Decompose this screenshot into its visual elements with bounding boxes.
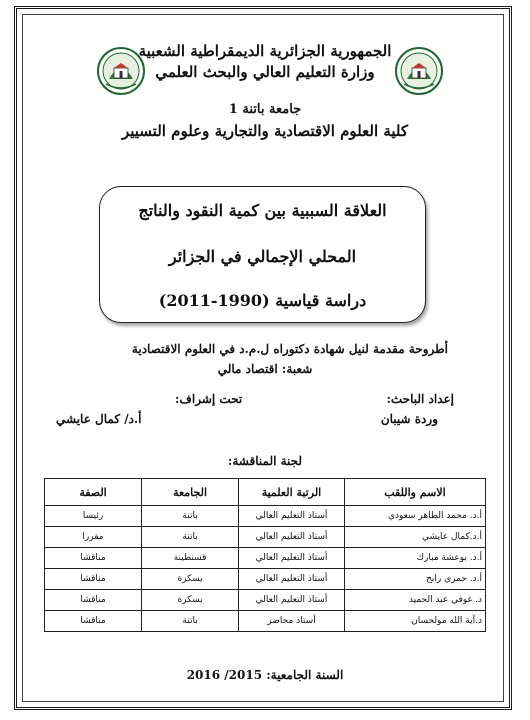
column-header-rank: الرتبة العلمية	[239, 479, 345, 506]
member-rank: أستاذ التعليم العالي	[239, 506, 345, 527]
committee-title: لجنة المناقشة:	[227, 454, 303, 468]
supervisor-name: أ.د/ كمال عايشي	[56, 412, 142, 426]
table-row	[45, 527, 486, 548]
member-role: مقررا	[45, 527, 142, 548]
member-rank: أستاذ التعليم العالي	[239, 590, 345, 611]
member-university: باتنة	[142, 527, 239, 548]
column-header-name: الاسم واللقب	[344, 479, 485, 506]
thesis-purpose: أطروحة مقدمة لنيل شهادة دكتوراه ل.م.د في العلوم الاقتصادية	[131, 342, 448, 356]
academic-year: السنة الجامعية: 2015/ 2016	[186, 668, 344, 682]
member-rank: أستاذ محاضر	[239, 611, 345, 632]
member-rank: أستاذ التعليم العالي	[239, 569, 345, 590]
thesis-title-box	[99, 186, 426, 323]
author-label: إعداد الباحث:	[386, 392, 454, 406]
table-row	[45, 569, 486, 590]
university-name: جامعة باتنة 1	[228, 102, 302, 117]
table-row	[45, 590, 486, 611]
member-university: باتنة	[142, 506, 239, 527]
column-header-university: الجامعة	[142, 479, 239, 506]
member-name: أ.د. حمري رابح	[344, 569, 485, 590]
member-rank: أستاذ التعليم العالي	[239, 527, 345, 548]
member-role: مناقشا	[45, 569, 142, 590]
table-row	[45, 611, 486, 632]
thesis-title-line-3: دراسة قياسية (1990-2011)	[158, 291, 367, 310]
faculty-name: كلية العلوم الاقتصادية والتجارية وعلوم التسيير	[121, 122, 409, 140]
supervisor-label: تحت إشراف:	[175, 392, 243, 406]
thesis-title-line-2: المحلي الإجمالي في الجزائر	[168, 247, 357, 266]
member-name: أ.د. بوعشة مبارك	[344, 548, 485, 569]
author-name: وردة شيبان	[380, 412, 438, 426]
member-university: باتنة	[142, 611, 239, 632]
member-rank: أستاذ التعليم العالي	[239, 548, 345, 569]
member-name: د.آية الله مولحسان	[344, 611, 485, 632]
member-name: د. غوفي عبد الحميد	[344, 590, 485, 611]
member-role: رئيسا	[45, 506, 142, 527]
member-university: بسكرة	[142, 590, 239, 611]
member-university: بسكرة	[142, 569, 239, 590]
member-name: أ.د.كمال عايشي	[344, 527, 485, 548]
committee-table	[44, 478, 486, 632]
column-header-role: الصفة	[45, 479, 142, 506]
member-role: مناقشا	[45, 611, 142, 632]
member-university: قسنطينة	[142, 548, 239, 569]
thesis-title-line-1: العلاقة السببية بين كمية النقود والناتج	[138, 201, 387, 220]
table-row	[45, 548, 486, 569]
member-name: أ.د. محمد الطاهر سعودي	[344, 506, 485, 527]
table-row	[45, 506, 486, 527]
ministry-name: وزارة التعليم العالي والبحث العلمي	[155, 63, 375, 81]
member-role: مناقشا	[45, 548, 142, 569]
member-role: مناقشا	[45, 590, 142, 611]
committee-header-row	[45, 479, 486, 506]
thesis-branch: شعبة: اقتصاد مالي	[217, 362, 313, 376]
republic-name: الجمهورية الجزائرية الديمقراطية الشعبية	[138, 42, 392, 60]
